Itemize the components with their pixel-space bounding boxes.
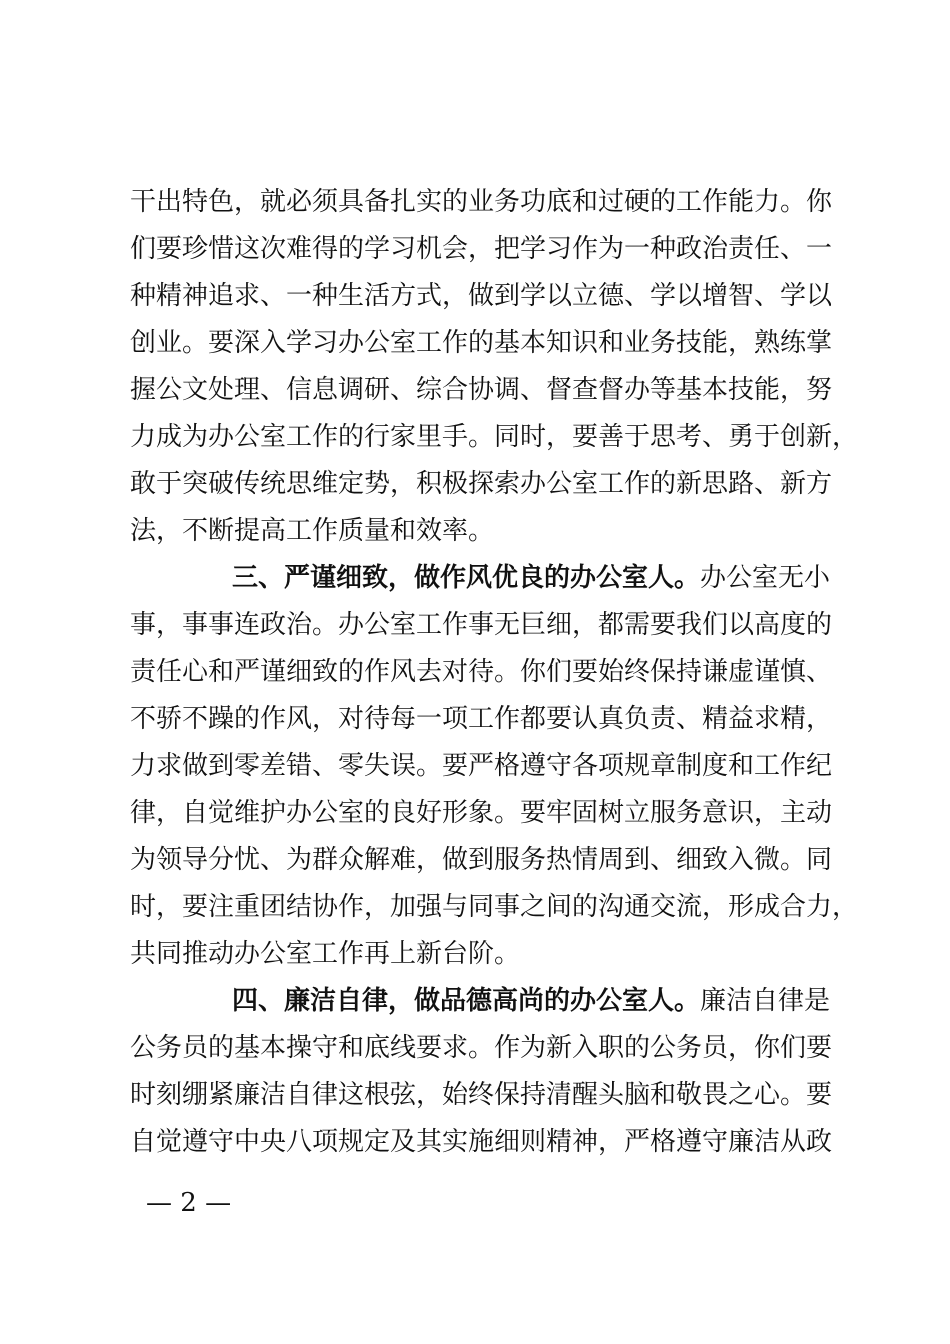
body-text-line: 力求做到零差错、零失误。要严格遵守各项规章制度和工作纪: [130, 751, 833, 781]
body-text-line: 共同推动办公室工作再上新台阶。: [130, 939, 521, 969]
section-3-heading: 三、严谨细致，做作风优良的办公室人。: [232, 563, 701, 593]
section-4-first-line: [232, 981, 830, 1021]
body-text-line: 不骄不躁的作风，对待每一项工作都要认真负责、精益求精，: [130, 704, 833, 734]
body-text-line: 法，不断提高工作质量和效率。: [130, 516, 495, 546]
section-3-first-line-text: 办公室无小: [700, 563, 831, 593]
body-text-line: 时刻绷紧廉洁自律这根弦，始终保持清醒头脑和敬畏之心。要: [130, 1080, 833, 1110]
body-text-line: 事，事事连政治。办公室工作事无巨细，都需要我们以高度的: [130, 610, 833, 640]
body-text-line: 们要珍惜这次难得的学习机会，把学习作为一种政治责任、一: [130, 234, 833, 264]
body-text-line: 种精神追求、一种生活方式，做到学以立德、学以增智、学以: [130, 281, 833, 311]
section-3-first-line: [232, 558, 830, 598]
page-number: — 2 —: [146, 1188, 232, 1218]
body-text-line: 力成为办公室工作的行家里手。同时，要善于思考、勇于创新，: [130, 422, 859, 452]
body-text-line: 握公文处理、信息调研、综合协调、督查督办等基本技能，努: [130, 375, 833, 405]
body-text-line: 为领导分忧、为群众解难，做到服务热情周到、细致入微。同: [130, 845, 833, 875]
body-text-line: 自觉遵守中央八项规定及其实施细则精神，严格遵守廉洁从政: [130, 1127, 833, 1157]
body-text-line: 敢于突破传统思维定势，积极探索办公室工作的新思路、新方: [130, 469, 833, 499]
body-text-line: 律，自觉维护办公室的良好形象。要牢固树立服务意识，主动: [130, 798, 833, 828]
body-text-line: 时，要注重团结协作，加强与同事之间的沟通交流，形成合力，: [130, 892, 859, 922]
section-4-first-line-text: 廉洁自律是: [700, 986, 831, 1016]
body-text-line: 干出特色，就必须具备扎实的业务功底和过硬的工作能力。你: [130, 187, 833, 217]
body-text-line: 责任心和严谨细致的作风去对待。你们要始终保持谦虚谨慎、: [130, 657, 833, 687]
body-text-line: 公务员的基本操守和底线要求。作为新入职的公务员，你们要: [130, 1033, 833, 1063]
body-text-line: 创业。要深入学习办公室工作的基本知识和业务技能，熟练掌: [130, 328, 833, 358]
section-4-heading: 四、廉洁自律，做品德高尚的办公室人。: [232, 986, 701, 1016]
